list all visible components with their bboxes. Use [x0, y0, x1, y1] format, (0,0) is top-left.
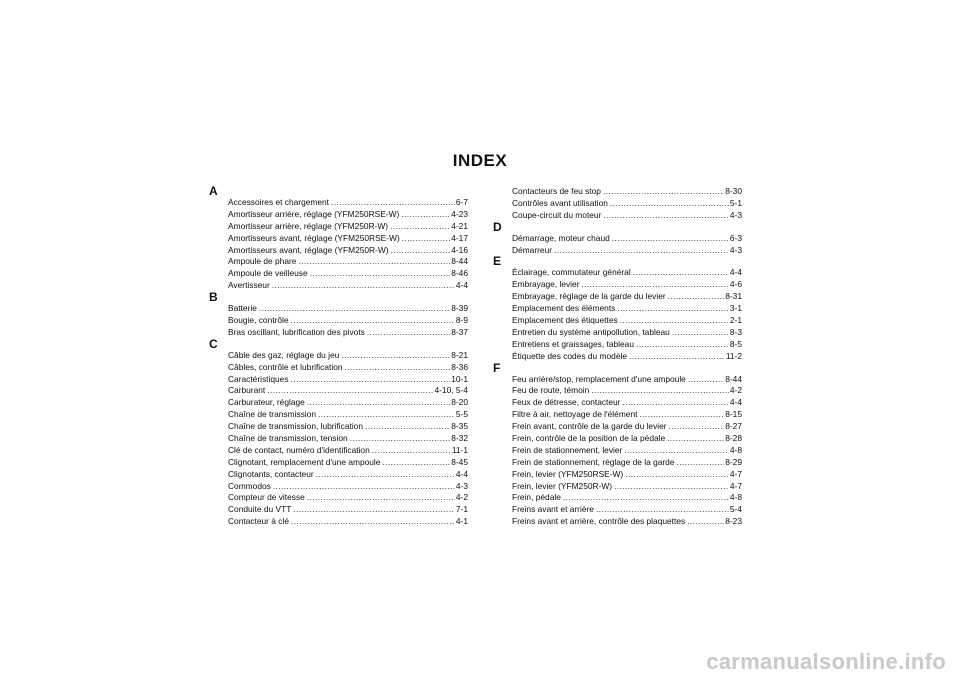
index-entry	[228, 303, 468, 315]
index-entry	[512, 445, 742, 457]
dot-leader	[372, 445, 451, 457]
dot-leader	[633, 267, 729, 279]
index-entry	[228, 245, 468, 257]
dot-leader	[672, 327, 729, 339]
entry-topic: Feu arrière/stop, remplacement d'une ampoule	[512, 373, 686, 384]
entry-topic: Frein, pédale	[512, 492, 561, 503]
index-entry	[512, 303, 742, 315]
entry-topic: Entretien du système antipollution, tableau	[512, 326, 670, 337]
index-entry	[228, 457, 468, 469]
dot-leader	[259, 303, 450, 315]
dot-leader	[603, 186, 724, 198]
entry-page: 8-29	[725, 456, 742, 467]
dot-leader	[688, 374, 724, 386]
index-column-left	[210, 186, 468, 528]
index-entry	[512, 504, 742, 516]
index-entry	[512, 481, 742, 493]
section-letter: C	[209, 336, 218, 351]
index-entry	[228, 197, 468, 209]
entry-page: 8-32	[451, 433, 468, 444]
entry-topic: Éclairage, commutateur général	[512, 267, 631, 278]
entry-topic: Ampoule de phare	[228, 256, 297, 267]
dot-leader	[307, 492, 455, 504]
dot-leader	[391, 245, 451, 257]
dot-leader	[382, 457, 450, 469]
dot-leader	[669, 421, 725, 433]
index-entry	[228, 445, 468, 457]
entry-page: 4-8	[729, 492, 742, 503]
dot-leader	[367, 327, 450, 339]
index-entry	[228, 481, 468, 493]
index-entry	[228, 233, 468, 245]
dot-leader	[624, 445, 729, 457]
entry-page: 4-10, 5-4	[434, 385, 468, 396]
entry-topic: Avertisseur	[228, 280, 270, 291]
dot-leader	[267, 385, 433, 397]
dot-leader	[603, 210, 729, 222]
entry-topic: Amortisseurs avant, réglage (YFM250R-W)	[228, 244, 389, 255]
dot-leader	[273, 481, 455, 493]
entry-topic: Emplacement des étiquettes	[512, 315, 618, 326]
index-entry	[512, 397, 742, 409]
dot-leader	[667, 433, 724, 445]
index-entry	[512, 210, 742, 222]
entry-topic: Carburateur, réglage	[228, 397, 305, 408]
entry-topic: Batterie	[228, 303, 257, 314]
entry-page: 8-44	[725, 373, 742, 384]
entry-page: 4-2	[455, 492, 468, 503]
entry-page: 4-3	[455, 480, 468, 491]
entry-page: 8-46	[451, 268, 468, 279]
entry-page: 4-2	[729, 385, 742, 396]
dot-leader	[639, 409, 724, 421]
dot-leader	[402, 233, 450, 245]
entry-topic: Clé de contact, numéro d'identification	[228, 444, 370, 455]
entry-page: 6-7	[455, 197, 468, 207]
index-entry	[228, 315, 468, 327]
index-entry	[512, 233, 742, 245]
index-entry	[228, 327, 468, 339]
section-letter: B	[209, 290, 218, 305]
index-entry	[228, 516, 468, 528]
index-entry	[512, 351, 742, 363]
entry-page: 11-2	[725, 350, 742, 361]
entry-topic: Compteur de vitesse	[228, 492, 305, 503]
entry-page: 8-21	[451, 349, 468, 360]
index-entry	[512, 198, 742, 210]
entry-page: 8-9	[455, 315, 468, 326]
dot-leader	[629, 351, 725, 363]
entry-page: 4-4	[729, 397, 742, 408]
entry-topic: Feu de route, témoin	[512, 385, 590, 396]
dot-leader	[582, 279, 729, 291]
dot-leader	[291, 374, 451, 386]
dot-leader	[318, 409, 455, 421]
entry-page: 4-4	[455, 280, 468, 291]
entry-topic: Frein avant, contrôle de la garde du levier	[512, 421, 667, 432]
index-entry	[512, 291, 742, 303]
index-entry	[512, 469, 742, 481]
entry-page: 4-16	[451, 244, 468, 255]
dot-leader	[554, 245, 729, 257]
entry-topic: Frein, levier (YFM250R-W)	[512, 480, 613, 491]
entry-page: 8-15	[725, 409, 742, 420]
entry-topic: Frein de stationnement, réglage de la garde	[512, 456, 675, 467]
dot-leader	[636, 339, 729, 351]
index-entry	[228, 374, 468, 386]
index-entry	[228, 362, 468, 374]
entry-page: 8-3	[729, 326, 742, 337]
entry-page: 8-30	[725, 186, 742, 196]
entry-topic: Bougie, contrôle	[228, 315, 289, 326]
entry-topic: Ampoule de veilleuse	[228, 268, 308, 279]
entry-topic: Démarreur	[512, 244, 553, 255]
entry-topic: Embrayage, levier	[512, 279, 580, 290]
dot-leader	[622, 397, 728, 409]
index-entry	[512, 374, 742, 386]
index-entry	[512, 245, 742, 257]
index-entry	[228, 492, 468, 504]
index-entry	[228, 421, 468, 433]
entry-page: 8-28	[725, 433, 742, 444]
entry-topic: Caractéristiques	[228, 373, 289, 384]
entry-topic: Filtre à air, nettoyage de l'élément	[512, 409, 638, 420]
index-entry	[228, 350, 468, 362]
entry-page: 5-4	[729, 504, 742, 515]
entry-page: 8-37	[451, 326, 468, 337]
entry-topic: Embrayage, réglage de la garde du levier	[512, 291, 666, 302]
entry-topic: Câbles, contrôle et lubrification	[228, 361, 343, 372]
dot-leader	[563, 492, 729, 504]
section-letter: D	[493, 219, 502, 234]
entry-topic: Clignotant, remplacement d'une ampoule	[228, 456, 381, 467]
entry-page: 2-1	[729, 315, 742, 326]
entry-topic: Feux de détresse, contacteur	[512, 397, 621, 408]
dot-leader	[677, 457, 725, 469]
entry-topic: Freins avant et arrière, contrôle des plaquettes	[512, 516, 686, 527]
entry-topic: Frein de stationnement, levier	[512, 444, 623, 455]
index-column-right	[494, 186, 742, 528]
section-letter: F	[493, 360, 501, 375]
dot-leader	[293, 504, 455, 516]
index-entry	[512, 409, 742, 421]
index-entry	[512, 385, 742, 397]
dot-leader	[401, 209, 450, 221]
entry-page: 4-21	[451, 220, 468, 231]
entry-page: 8-5	[729, 338, 742, 349]
index-entry	[228, 433, 468, 445]
index-entry	[228, 397, 468, 409]
dot-leader	[298, 256, 450, 268]
dot-leader	[620, 315, 729, 327]
entry-page: 11-1	[451, 444, 468, 455]
dot-leader	[612, 233, 729, 245]
entry-topic: Frein, levier (YFM250RSE-W)	[512, 468, 624, 479]
entry-page: 4-3	[729, 209, 742, 220]
index-entry	[228, 268, 468, 280]
dot-leader	[668, 291, 725, 303]
entry-page: 5-5	[455, 409, 468, 420]
entry-page: 7-1	[455, 504, 468, 515]
dot-leader	[596, 504, 729, 516]
section-letter: A	[209, 184, 218, 198]
index-entry	[512, 433, 742, 445]
entry-page: 4-7	[729, 480, 742, 491]
index-entry	[512, 492, 742, 504]
dot-leader	[345, 362, 451, 374]
dot-leader	[614, 481, 729, 493]
entry-page: 4-4	[455, 468, 468, 479]
entry-topic: Frein, contrôle de la position de la pédale	[512, 433, 666, 444]
entry-page: 4-17	[451, 232, 468, 243]
entry-topic: Amortisseur arrière, réglage (YFM250R-W)	[228, 220, 389, 231]
dot-leader	[307, 397, 450, 409]
index-entry	[228, 469, 468, 481]
entry-page: 4-23	[451, 208, 468, 219]
index-entry	[228, 209, 468, 221]
index-entry	[512, 327, 742, 339]
index-entry	[512, 315, 742, 327]
entry-page: 8-23	[725, 516, 742, 527]
entry-page: 8-35	[451, 421, 468, 432]
dot-leader	[610, 198, 729, 210]
dot-leader	[390, 221, 450, 233]
entry-topic: Contrôles avant utilisation	[512, 197, 608, 208]
entry-page: 4-8	[729, 444, 742, 455]
entry-page: 6-3	[729, 232, 742, 243]
entry-page: 8-44	[451, 256, 468, 267]
index-entry	[228, 385, 468, 397]
entry-topic: Démarrage, moteur chaud	[512, 232, 610, 243]
entry-topic: Carburant	[228, 385, 266, 396]
entry-topic: Amortisseur arrière, réglage (YFM250RSE-W)	[228, 208, 400, 219]
page-title: INDEX	[452, 151, 508, 170]
entry-page: 4-6	[729, 279, 742, 290]
entry-topic: Chaîne de transmission	[228, 409, 316, 420]
entry-page: 4-3	[729, 244, 742, 255]
dot-leader	[591, 385, 729, 397]
entry-page: 8-45	[451, 456, 468, 467]
index-entry	[512, 339, 742, 351]
entry-topic: Conduite du VTT	[228, 504, 292, 515]
dot-leader	[310, 268, 451, 280]
entry-page: 4-7	[729, 468, 742, 479]
entry-topic: Amortisseurs avant, réglage (YFM250RSE-W)	[228, 232, 400, 243]
entry-topic: Commodos	[228, 480, 271, 491]
entry-topic: Entretiens et graissages, tableau	[512, 338, 634, 349]
dot-leader	[331, 197, 455, 209]
watermark-text: carmanualsonline.info	[706, 649, 946, 674]
index-entry	[228, 221, 468, 233]
dot-leader	[350, 433, 451, 445]
entry-page: 10-1	[451, 373, 468, 384]
index-entry	[228, 504, 468, 516]
entry-page: 3-1	[729, 303, 742, 314]
entry-page: 8-27	[725, 421, 742, 432]
index-entry	[228, 256, 468, 268]
entry-topic: Contacteurs de feu stop	[512, 186, 601, 196]
index-entry	[512, 186, 742, 198]
entry-page: 8-36	[451, 361, 468, 372]
index-entry	[512, 421, 742, 433]
dot-leader	[365, 421, 450, 433]
index-entry	[512, 267, 742, 279]
entry-topic: Coupe-circuit du moteur	[512, 209, 602, 220]
dot-leader	[291, 516, 455, 528]
entry-page: 8-20	[451, 397, 468, 408]
index-entry	[512, 457, 742, 469]
entry-page: 4-1	[455, 516, 468, 527]
entry-topic: Chaîne de transmission, lubrification	[228, 421, 363, 432]
entry-page: 8-31	[725, 291, 742, 302]
entry-topic: Bras oscillant, lubrification des pivots	[228, 326, 365, 337]
dot-leader	[291, 315, 455, 327]
dot-leader	[617, 303, 729, 315]
dot-leader	[625, 469, 729, 481]
index-entry	[512, 279, 742, 291]
entry-page: 5-1	[729, 197, 742, 208]
index-entry	[228, 409, 468, 421]
entry-topic: Câble des gaz, réglage du jeu	[228, 349, 340, 360]
entry-topic: Étiquette des codes du modèle	[512, 350, 628, 361]
entry-topic: Chaîne de transmission, tension	[228, 433, 348, 444]
entry-page: 4-4	[729, 267, 742, 278]
dot-leader	[316, 469, 455, 481]
dot-leader	[341, 350, 450, 362]
index-entry	[228, 280, 468, 292]
entry-topic: Accessoires et chargement	[228, 197, 330, 207]
entry-topic: Emplacement des éléments	[512, 303, 616, 314]
entry-topic: Contacteur à clé	[228, 516, 289, 527]
entry-page: 8-39	[451, 303, 468, 314]
dot-leader	[687, 516, 724, 528]
section-letter: E	[493, 254, 502, 269]
dot-leader	[272, 280, 455, 292]
entry-topic: Freins avant et arrière	[512, 504, 594, 515]
entry-topic: Clignotants, contacteur	[228, 468, 314, 479]
index-entry	[512, 516, 742, 528]
